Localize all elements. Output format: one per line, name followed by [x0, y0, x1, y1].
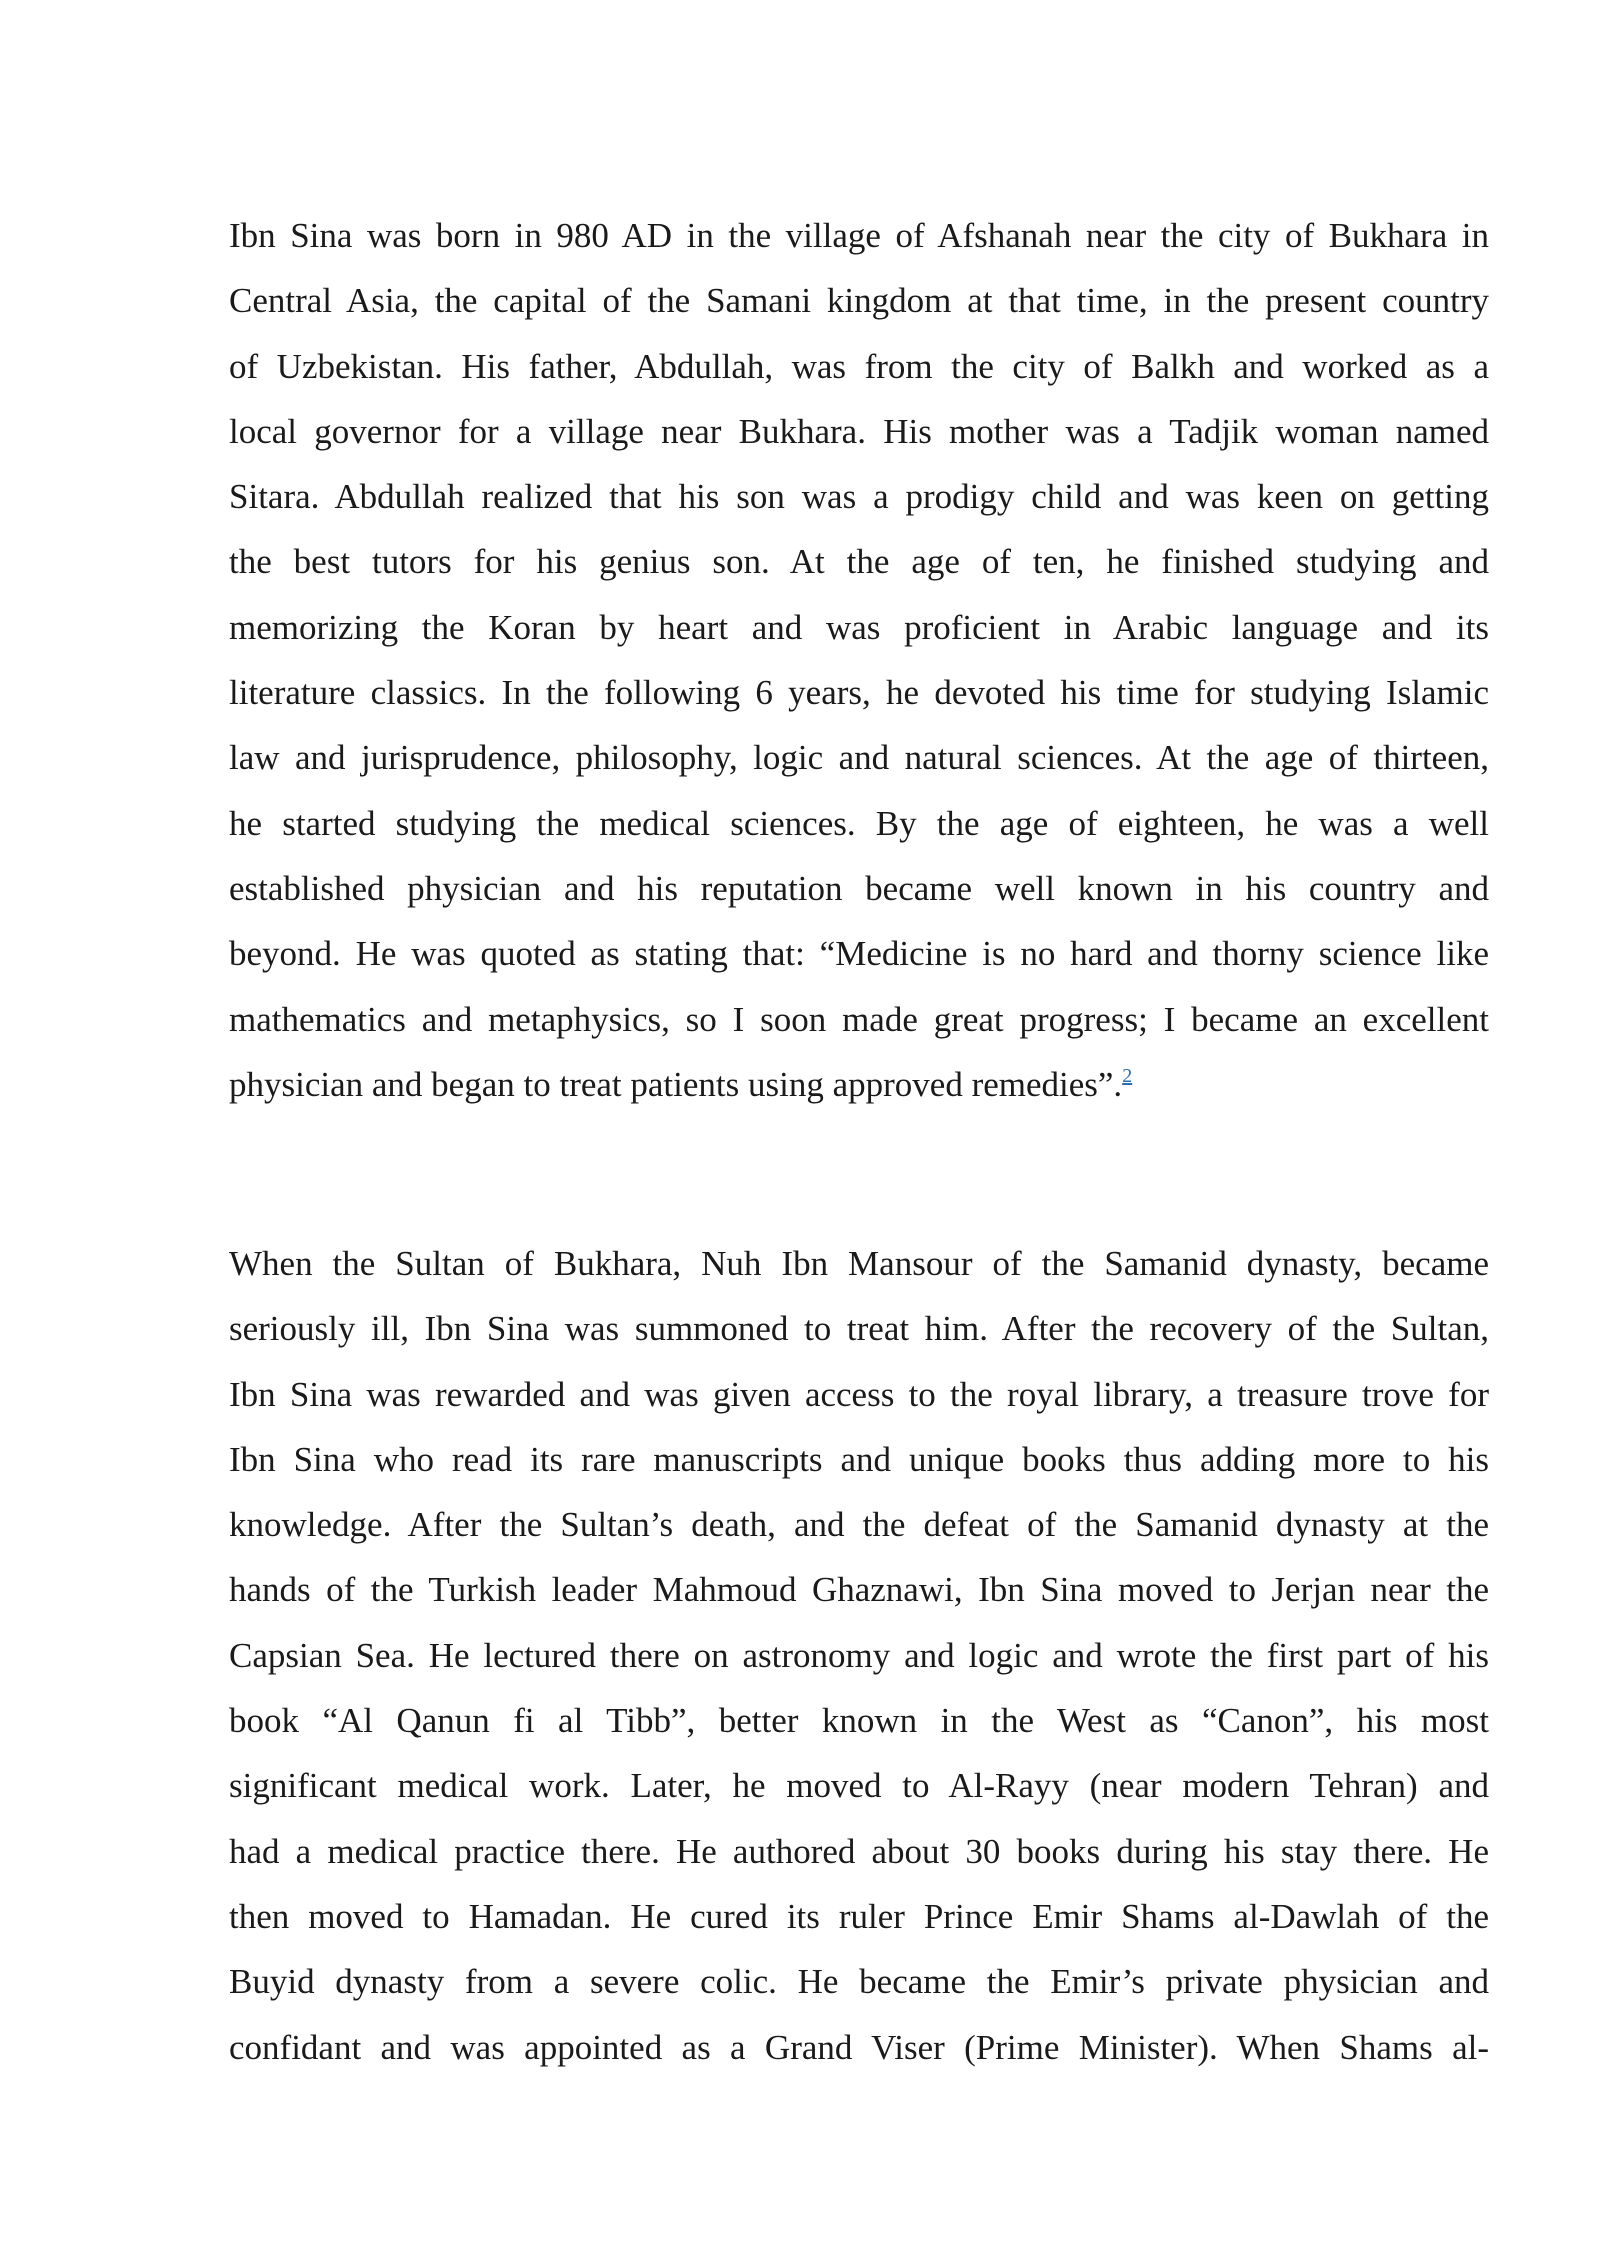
text-line: beyond. He was quoted as stating that: “Medicine is no hard and thorny science like — [229, 934, 1489, 974]
paragraph-career — [229, 1231, 1489, 2080]
text-line: hands of the Turkish leader Mahmoud Ghaznawi, Ibn Sina moved to Jerjan near the — [229, 1570, 1489, 1610]
footnote-link[interactable]: 2 — [1122, 1064, 1133, 1087]
text-line: Ibn Sina who read its rare manuscripts and unique books thus adding more to his — [229, 1439, 1489, 1479]
text-line: literature classics. In the following 6 years, he devoted his time for studying Islamic — [229, 673, 1489, 713]
text-line: Central Asia, the capital of the Samani kingdom at that time, in the present country — [229, 281, 1489, 321]
text-line: the best tutors for his genius son. At the age of ten, he finished studying and — [229, 542, 1489, 582]
text-line-last — [229, 1052, 1489, 1117]
text-line: Capsian Sea. He lectured there on astronomy and logic and wrote the first part of his — [229, 1635, 1489, 1675]
text-line: of Uzbekistan. His father, Abdullah, was from the city of Balkh and worked as a — [229, 346, 1489, 386]
text-line: Buyid dynasty from a severe colic. He became the Emir’s private physician and — [229, 1962, 1489, 2002]
paragraph-birth-and-education — [229, 203, 1489, 1117]
text-line: established physician and his reputation became well known in his country and — [229, 868, 1489, 908]
text-line: Ibn Sina was born in 980 AD in the village of Afshanah near the city of Bukhara in — [229, 216, 1489, 255]
text-line: Sitara. Abdullah realized that his son was a prodigy child and was keen on getting — [229, 477, 1489, 517]
text-line: mathematics and metaphysics, so I soon made great progress; I became an excellent — [229, 999, 1489, 1039]
text-line: When the Sultan of Bukhara, Nuh Ibn Mansour of the Samanid dynasty, became — [229, 1244, 1489, 1283]
text-line: book “Al Qanun fi al Tibb”, better known in the West as “Canon”, his most — [229, 1701, 1489, 1741]
text-line: he started studying the medical sciences. By the age of eighteen, he was a well — [229, 803, 1489, 843]
text-line: significant medical work. Later, he moved to Al-Rayy (near modern Tehran) and — [229, 1766, 1489, 1806]
text-line: knowledge. After the Sultan’s death, and the defeat of the Samanid dynasty at the — [229, 1505, 1489, 1545]
text-line: law and jurisprudence, philosophy, logic and natural sciences. At the age of thirteen, — [229, 738, 1489, 778]
text-line: had a medical practice there. He authored about 30 books during his stay there. He — [229, 1831, 1489, 1871]
text-line: then moved to Hamadan. He cured its ruler Prince Emir Shams al-Dawlah of the — [229, 1896, 1489, 1936]
text-line: seriously ill, Ibn Sina was summoned to treat him. After the recovery of the Sultan, — [229, 1309, 1489, 1349]
text-line: confidant and was appointed as a Grand Viser (Prime Minister). When Shams al- — [229, 2027, 1489, 2067]
text-line: local governor for a village near Bukhara. His mother was a Tadjik woman named — [229, 411, 1489, 451]
text-line: Ibn Sina was rewarded and was given access to the royal library, a treasure trove for — [229, 1374, 1489, 1414]
text-line-content: physician and began to treat patients using approved remedies”. — [229, 1064, 1123, 1104]
text-line: memorizing the Koran by heart and was proficient in Arabic language and its — [229, 607, 1489, 647]
